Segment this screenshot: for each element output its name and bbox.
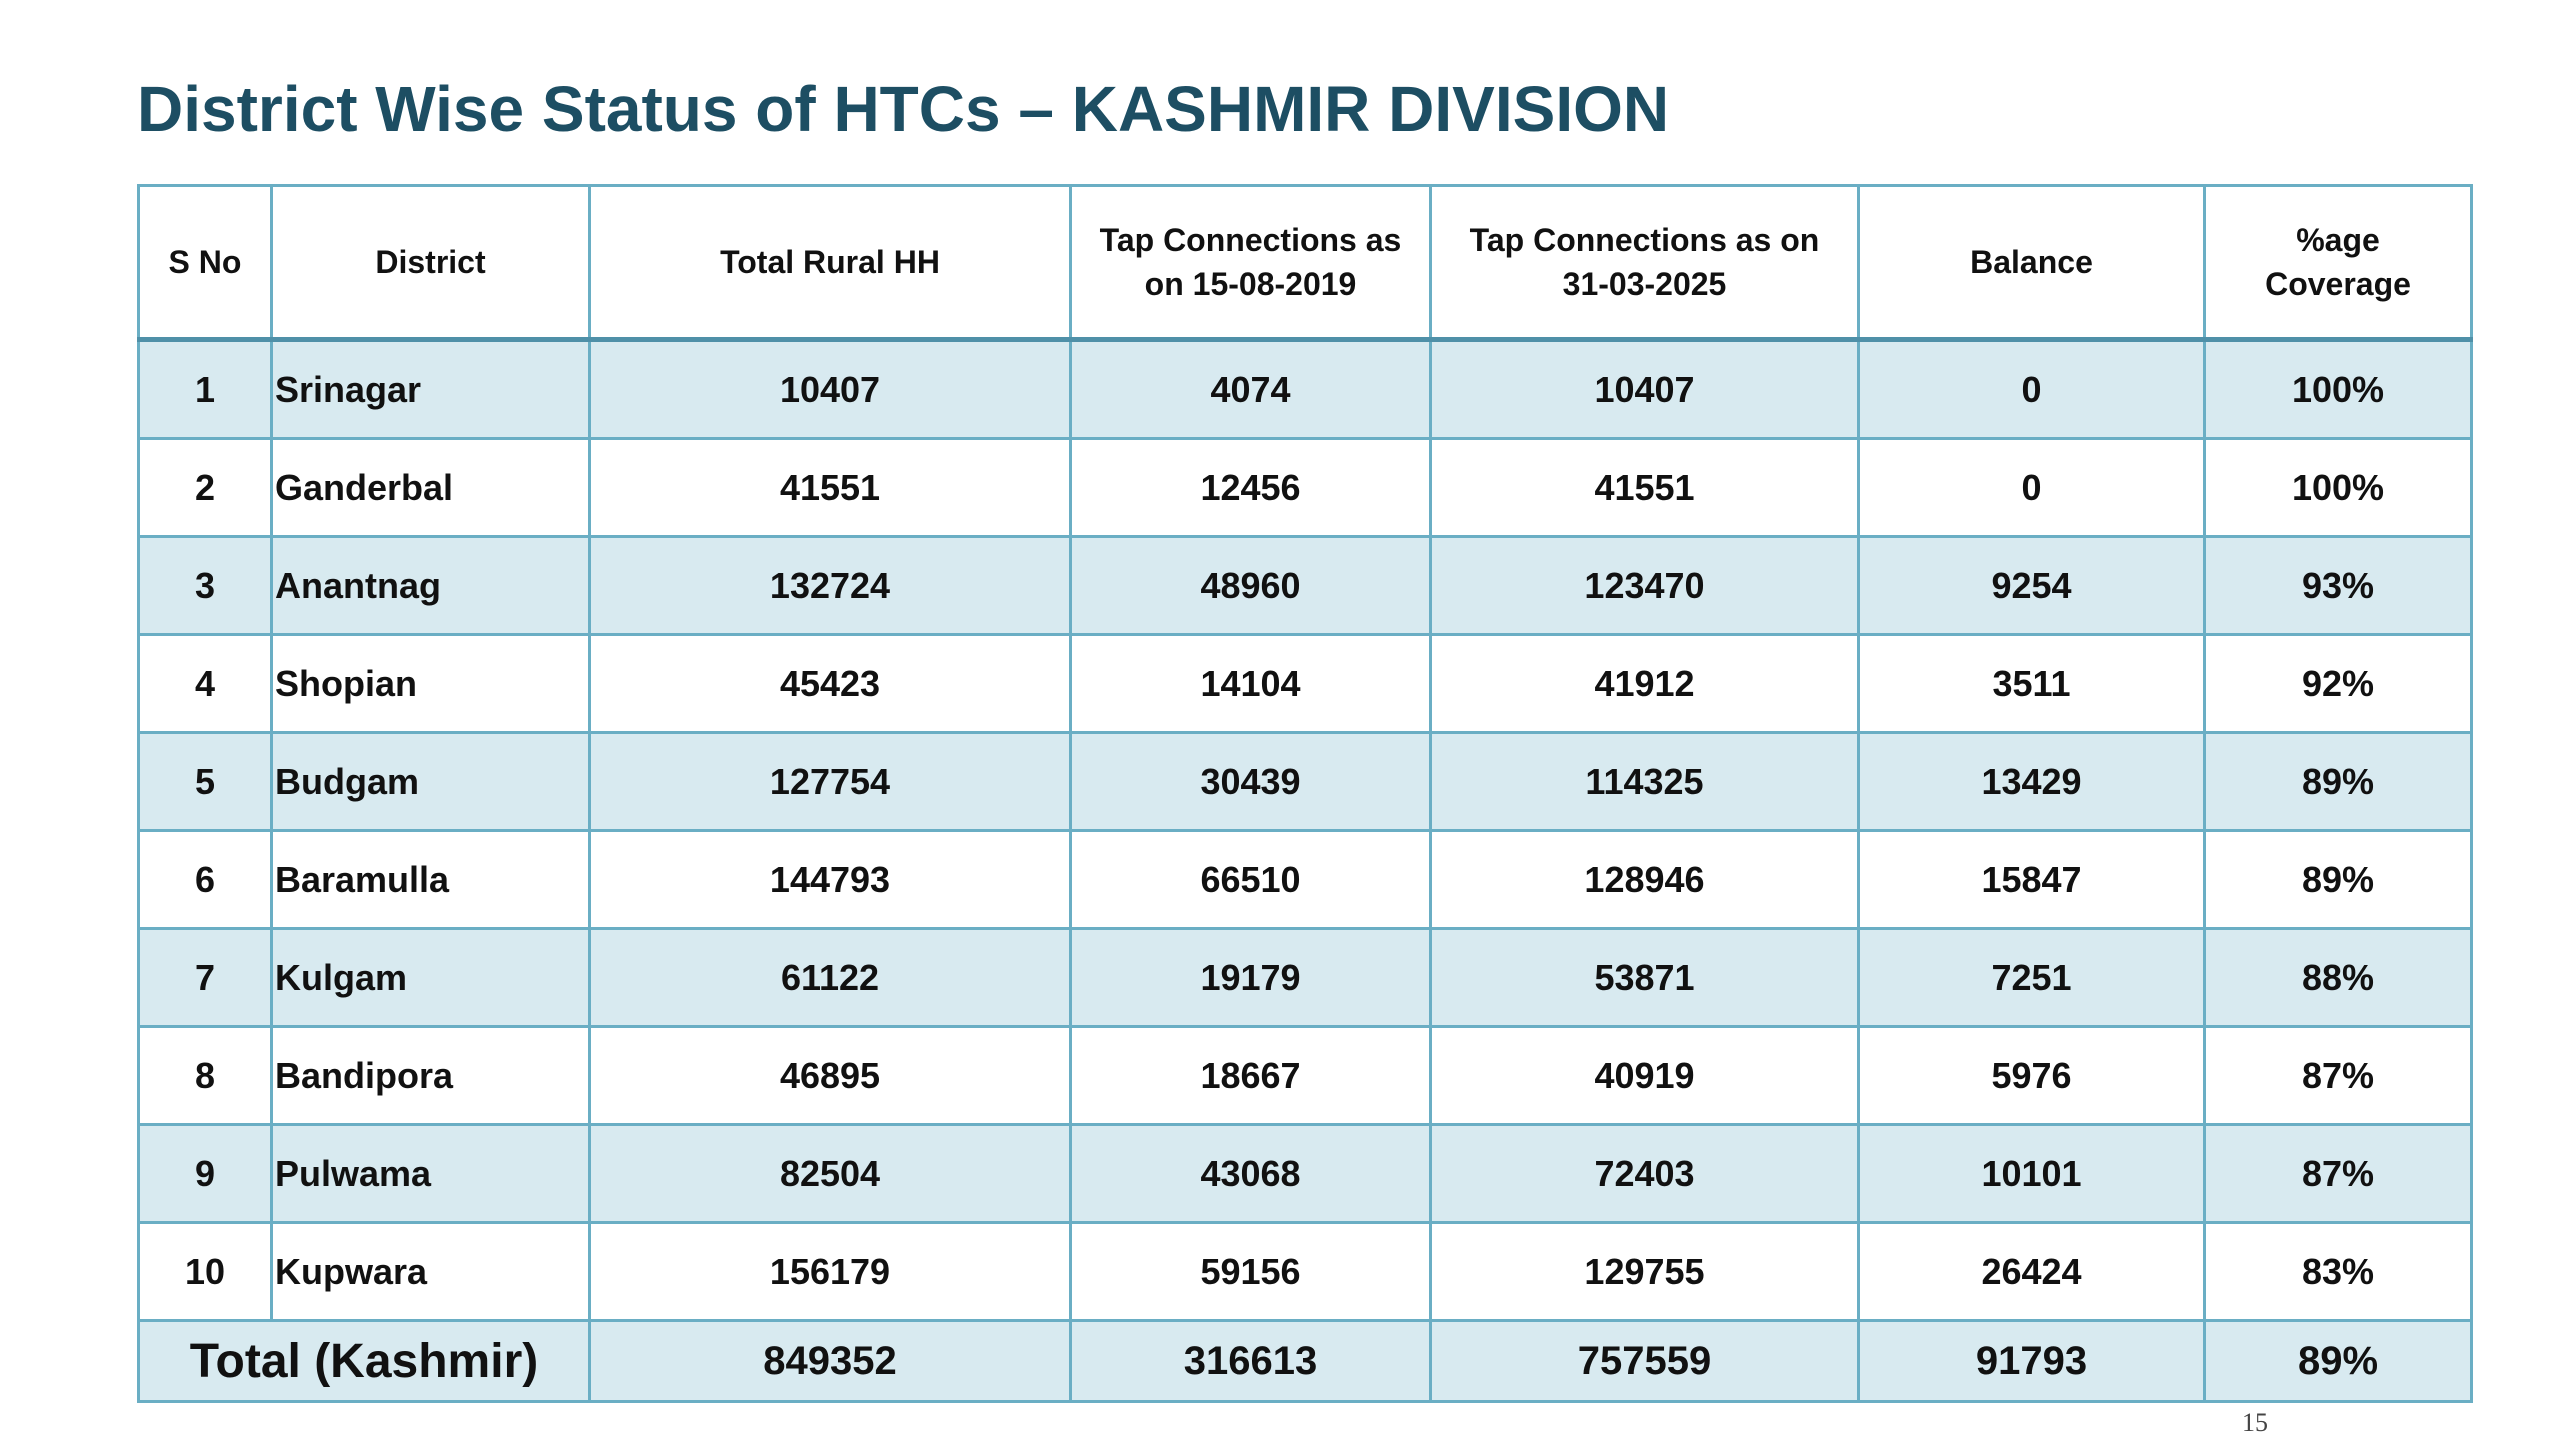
cell-district: Kulgam (272, 929, 590, 1027)
cell-total-rural-hh: 156179 (590, 1223, 1071, 1321)
page-title: District Wise Status of HTCs – KASHMIR DIVISION (137, 73, 1670, 145)
table-row (139, 635, 2472, 733)
cell-district: Baramulla (272, 831, 590, 929)
cell-balance: 13429 (1859, 733, 2205, 831)
table-row (139, 1223, 2472, 1321)
cell-balance: 9254 (1859, 537, 2205, 635)
cell-coverage: 87% (2205, 1125, 2472, 1223)
total-balance: 91793 (1859, 1321, 2205, 1402)
cell-sno: 9 (139, 1125, 272, 1223)
cell-total-rural-hh: 45423 (590, 635, 1071, 733)
htc-status-table (137, 184, 2473, 1403)
cell-district: Budgam (272, 733, 590, 831)
cell-tap-2019: 43068 (1071, 1125, 1431, 1223)
cell-coverage: 89% (2205, 831, 2472, 929)
cell-sno: 8 (139, 1027, 272, 1125)
cell-sno: 5 (139, 733, 272, 831)
cell-coverage: 100% (2205, 439, 2472, 537)
header-coverage (2205, 186, 2472, 340)
cell-tap-2019: 30439 (1071, 733, 1431, 831)
header-tap-connections-2019 (1071, 186, 1431, 340)
cell-tap-2025: 123470 (1431, 537, 1859, 635)
cell-balance: 7251 (1859, 929, 2205, 1027)
table-row (139, 537, 2472, 635)
cell-total-rural-hh: 46895 (590, 1027, 1071, 1125)
header-coverage-line2: Coverage (2265, 266, 2411, 302)
header-total-rural-hh: Total Rural HH (590, 186, 1071, 340)
cell-total-rural-hh: 41551 (590, 439, 1071, 537)
cell-tap-2025: 10407 (1431, 340, 1859, 439)
cell-coverage: 83% (2205, 1223, 2472, 1321)
cell-total-rural-hh: 61122 (590, 929, 1071, 1027)
cell-tap-2019: 18667 (1071, 1027, 1431, 1125)
cell-balance: 0 (1859, 340, 2205, 439)
cell-balance: 3511 (1859, 635, 2205, 733)
total-label: Total (Kashmir) (139, 1321, 590, 1402)
total-tap-2019: 316613 (1071, 1321, 1431, 1402)
header-tap-connections-2025 (1431, 186, 1859, 340)
cell-tap-2025: 41912 (1431, 635, 1859, 733)
table-row (139, 733, 2472, 831)
cell-coverage: 88% (2205, 929, 2472, 1027)
cell-coverage: 92% (2205, 635, 2472, 733)
cell-district: Srinagar (272, 340, 590, 439)
cell-balance: 0 (1859, 439, 2205, 537)
cell-district: Pulwama (272, 1125, 590, 1223)
cell-total-rural-hh: 10407 (590, 340, 1071, 439)
cell-balance: 26424 (1859, 1223, 2205, 1321)
cell-tap-2025: 129755 (1431, 1223, 1859, 1321)
table-row (139, 929, 2472, 1027)
cell-sno: 4 (139, 635, 272, 733)
header-balance: Balance (1859, 186, 2205, 340)
cell-tap-2019: 14104 (1071, 635, 1431, 733)
header-district: District (272, 186, 590, 340)
table-header (139, 186, 2472, 340)
table-row (139, 340, 2472, 439)
cell-total-rural-hh: 127754 (590, 733, 1071, 831)
cell-sno: 7 (139, 929, 272, 1027)
cell-district: Kupwara (272, 1223, 590, 1321)
cell-tap-2019: 12456 (1071, 439, 1431, 537)
cell-tap-2019: 19179 (1071, 929, 1431, 1027)
cell-coverage: 100% (2205, 340, 2472, 439)
cell-sno: 3 (139, 537, 272, 635)
cell-total-rural-hh: 82504 (590, 1125, 1071, 1223)
cell-sno: 1 (139, 340, 272, 439)
page-number: 15 (2242, 1408, 2268, 1437)
cell-tap-2019: 59156 (1071, 1223, 1431, 1321)
table-row (139, 831, 2472, 929)
cell-tap-2019: 4074 (1071, 340, 1431, 439)
table-row (139, 1027, 2472, 1125)
total-tap-2025: 757559 (1431, 1321, 1859, 1402)
cell-coverage: 87% (2205, 1027, 2472, 1125)
cell-balance: 10101 (1859, 1125, 2205, 1223)
header-tap-2025-line2: 31-03-2025 (1562, 266, 1727, 302)
cell-district: Ganderbal (272, 439, 590, 537)
table-row (139, 1125, 2472, 1223)
cell-tap-2025: 114325 (1431, 733, 1859, 831)
cell-tap-2025: 128946 (1431, 831, 1859, 929)
cell-tap-2025: 41551 (1431, 439, 1859, 537)
cell-tap-2025: 53871 (1431, 929, 1859, 1027)
header-coverage-line1: %age (2296, 222, 2380, 258)
table-row (139, 439, 2472, 537)
table-body (139, 340, 2472, 1321)
total-row (139, 1321, 2472, 1402)
cell-coverage: 89% (2205, 733, 2472, 831)
header-tap-2025-line1: Tap Connections as on (1469, 222, 1820, 258)
cell-total-rural-hh: 132724 (590, 537, 1071, 635)
cell-tap-2025: 40919 (1431, 1027, 1859, 1125)
cell-sno: 2 (139, 439, 272, 537)
header-sno: S No (139, 186, 272, 340)
cell-balance: 5976 (1859, 1027, 2205, 1125)
cell-total-rural-hh: 144793 (590, 831, 1071, 929)
table-footer (139, 1321, 2472, 1402)
cell-district: Bandipora (272, 1027, 590, 1125)
total-rural-hh: 849352 (590, 1321, 1071, 1402)
cell-tap-2019: 48960 (1071, 537, 1431, 635)
cell-district: Shopian (272, 635, 590, 733)
header-tap-2019-line1: Tap Connections as (1099, 222, 1402, 258)
header-row (139, 186, 2472, 340)
cell-coverage: 93% (2205, 537, 2472, 635)
cell-tap-2025: 72403 (1431, 1125, 1859, 1223)
cell-district: Anantnag (272, 537, 590, 635)
total-coverage: 89% (2205, 1321, 2472, 1402)
cell-tap-2019: 66510 (1071, 831, 1431, 929)
cell-sno: 6 (139, 831, 272, 929)
cell-balance: 15847 (1859, 831, 2205, 929)
cell-sno: 10 (139, 1223, 272, 1321)
header-tap-2019-line2: on 15-08-2019 (1144, 266, 1357, 302)
